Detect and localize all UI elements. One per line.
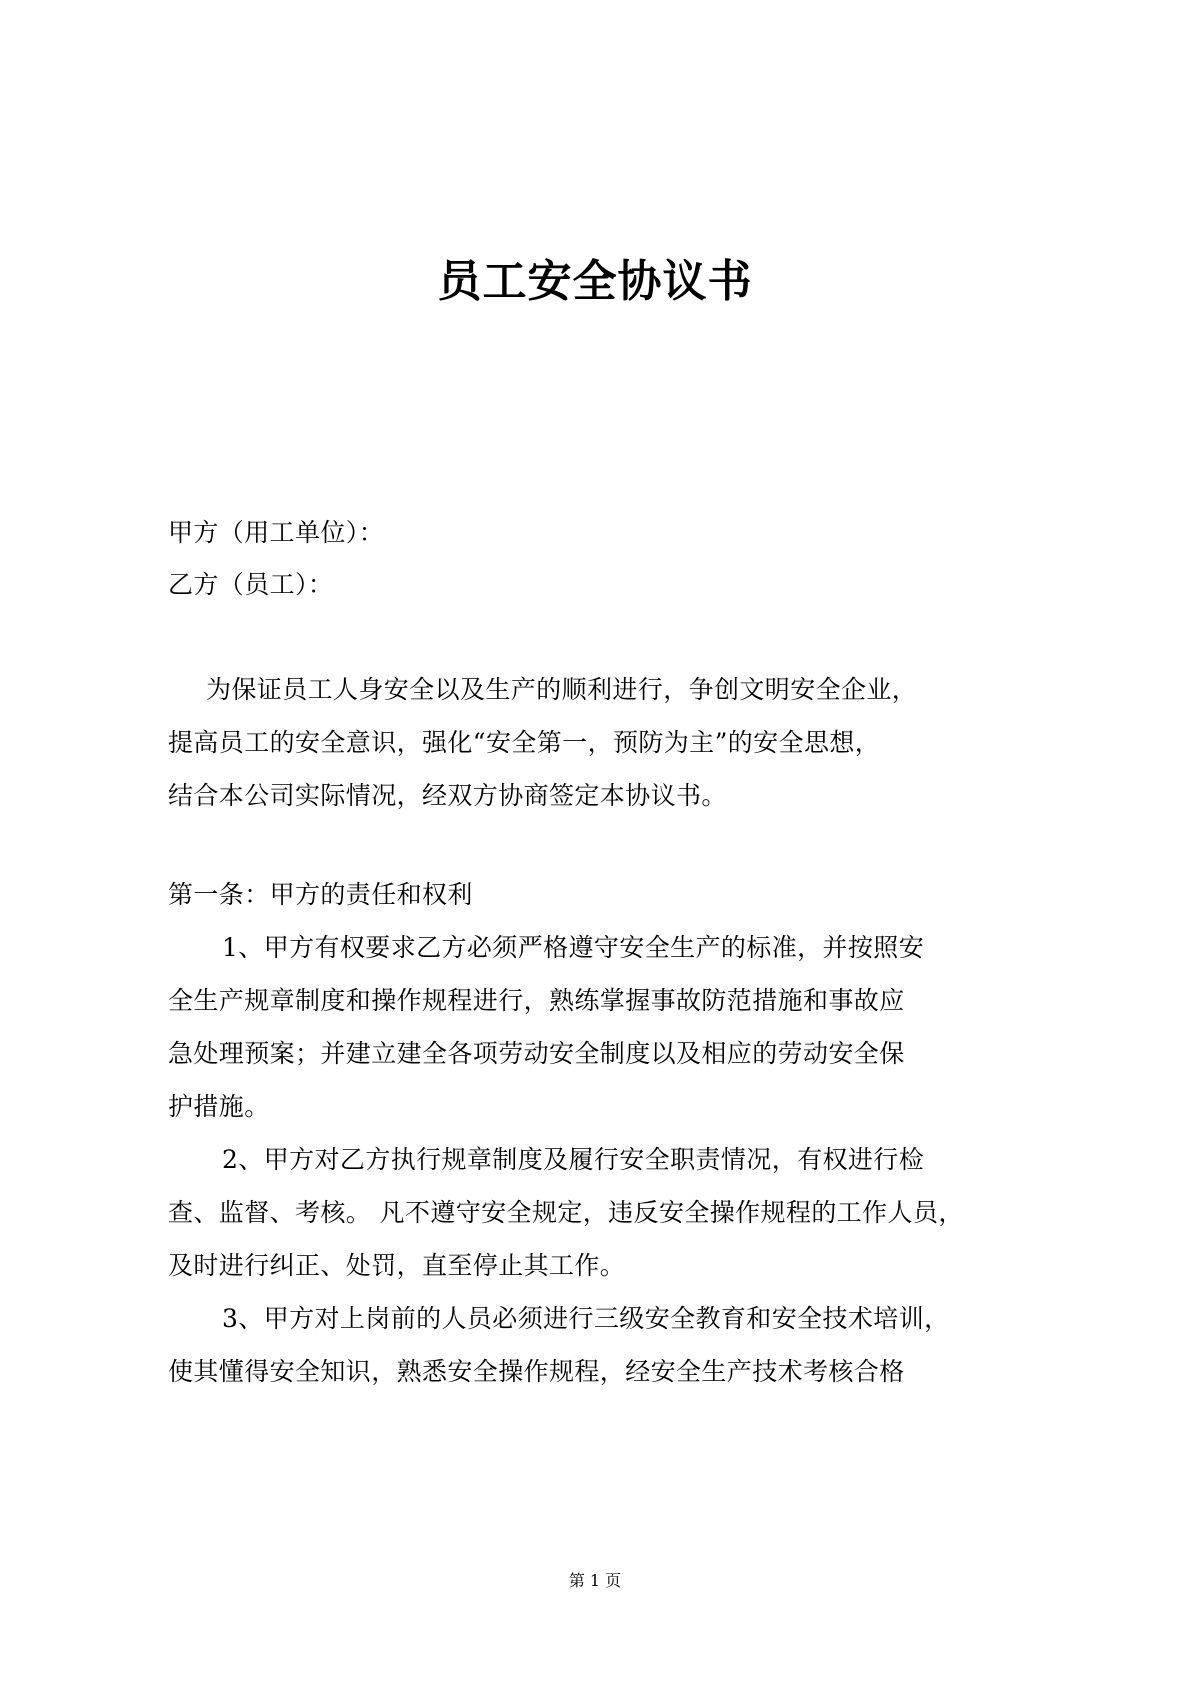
clause-line: 2、甲方对乙方执行规章制度及履行安全职责情况，有权进行检 (222, 1145, 925, 1174)
party-b-label: 乙方（员工）： (168, 570, 334, 599)
clause-line: 急处理预案；并建立建全各项劳动安全制度以及相应的劳动安全保 (168, 1039, 905, 1068)
preamble-line: 为保证员工人身安全以及生产的顺利进行，争创文明安全企业， (206, 675, 918, 704)
clause-line: 护措施。 (168, 1092, 270, 1121)
clause-line: 3、甲方对上岗前的人员必须进行三级安全教育和安全技术培训， (222, 1304, 950, 1333)
clause-line: 查、监督、考核。 凡不遵守安全规定，违反安全操作规程的工作人员， (168, 1198, 964, 1227)
page-number: 第 1 页 (568, 1571, 622, 1590)
preamble-line: 结合本公司实际情况，经双方协商签定本协议书。 (168, 781, 727, 810)
clause-line: 及时进行纠正、处罚，直至停止其工作。 (168, 1251, 626, 1280)
preamble-line: 提高员工的安全意识，强化“安全第一，预防为主”的安全思想， (168, 728, 881, 757)
clause-line: 全生产规章制度和操作规程进行，熟练掌握事故防范措施和事故应 (168, 986, 905, 1015)
document-title: 员工安全协议书 (437, 256, 753, 307)
article-1-heading: 第一条：甲方的责任和权利 (168, 880, 473, 909)
party-a-label: 甲方（用工单位）： (168, 518, 385, 547)
clause-line: 使其懂得安全知识，熟悉安全操作规程，经安全生产技术考核合格 (168, 1357, 905, 1386)
clause-line: 1、甲方有权要求乙方必须严格遵守安全生产的标准，并按照安 (222, 933, 925, 962)
